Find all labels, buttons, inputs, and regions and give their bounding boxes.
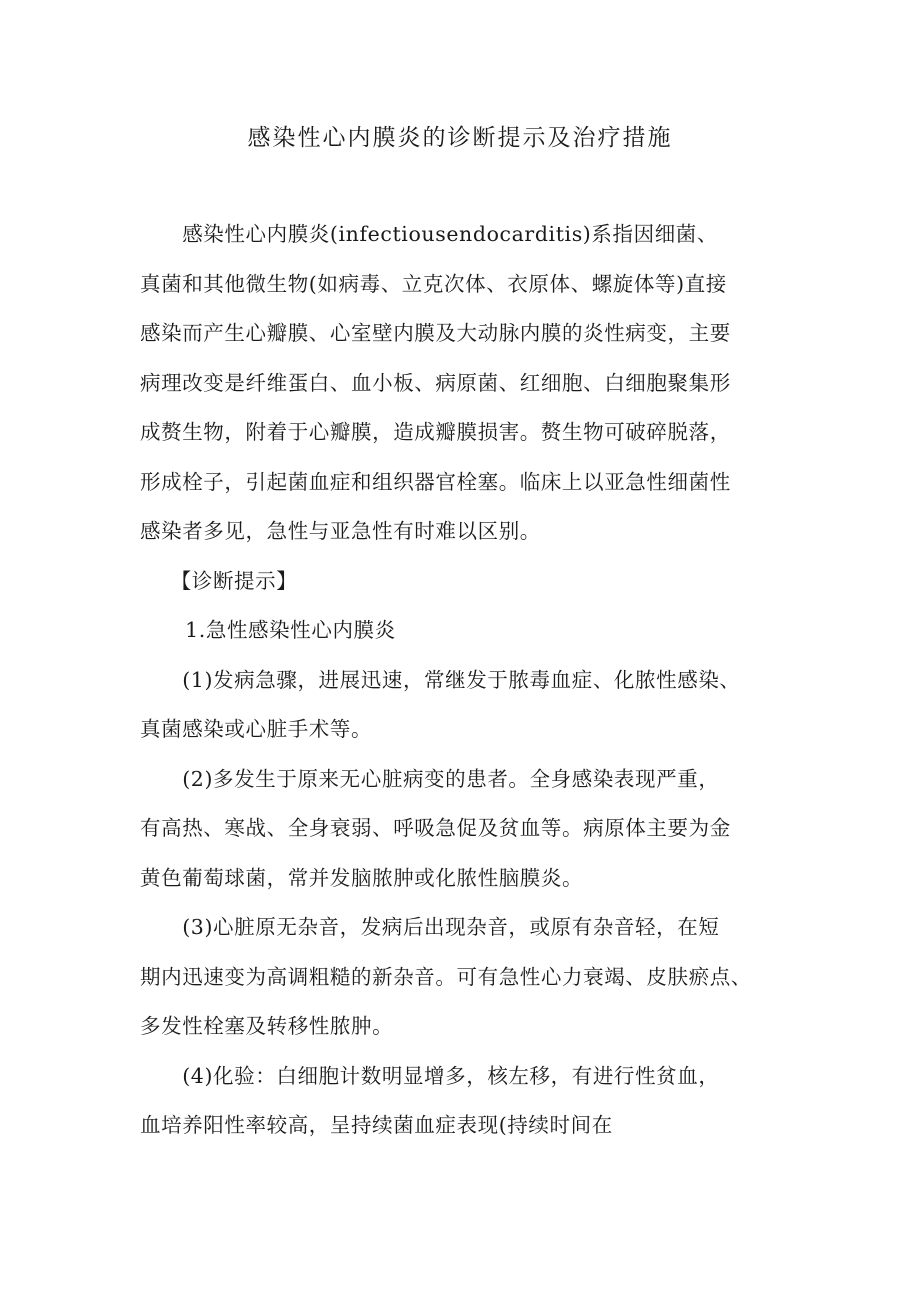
item2-line-3: 黄色葡萄球菌，常并发脑脓肿或化脓性脑膜炎。 [140,865,584,890]
intro-line-7: 感染者多见，急性与亚急性有时难以区别。 [140,519,541,543]
item4-line-2: 血培养阳性率较高，呈持续菌血症表现(持续时间在 [140,1113,613,1137]
item4-line-1: (4)化验：白细胞计数明显增多，核左移，有进行性贫血， [140,1063,720,1088]
item1-line-1: (1)发病急骤，进展迅速，常继发于脓毒血症、化脓性感染、 [140,667,741,692]
document-body [140,210,790,1151]
intro-line-3: 感染而产生心瓣膜、心室壁内膜及大动脉内膜的炎性病变，主要 [140,321,731,345]
item2-line-1: (2)多发生于原来无心脏病变的患者。全身感染表现严重， [140,766,720,791]
intro-line-2: 真菌和其他微生物(如病毒、立克次体、衣原体、螺旋体等)直接 [140,271,727,296]
intro-line-6: 形成栓子，引起菌血症和组织器官栓塞。临床上以亚急性细菌性 [140,469,731,494]
item3-line-1: (3)心脏原无杂音，发病后出现杂音，或原有杂音轻，在短 [140,915,720,939]
item2-line-2: 有高热、寒战、全身衰弱、呼吸急促及贫血等。病原体主要为金 [140,816,731,840]
item3-line-3: 多发性栓塞及转移性脓肿。 [140,1014,394,1038]
subsection-heading: 1.急性感染性心内膜炎 [185,618,396,642]
item3-line-2: 期内迅速变为高调粗糙的新杂音。可有急性心力衰竭、皮肤瘀点、 [140,964,752,989]
intro-line-5: 成赘生物，附着于心瓣膜，造成瓣膜损害。赘生物可破碎脱落， [140,420,731,444]
item1-line-2: 真菌感染或心脏手术等。 [140,717,373,741]
document-title: 感染性心内膜炎的诊断提示及治疗措施 [247,125,673,151]
section-heading: 【诊断提示】 [170,568,298,593]
intro-line-4: 病理改变是纤维蛋白、血小板、病原菌、红细胞、白细胞聚集形 [140,370,731,395]
intro-line-1: 感染性心内膜炎(infectiousendocarditis)系指因细菌、 [140,222,719,246]
